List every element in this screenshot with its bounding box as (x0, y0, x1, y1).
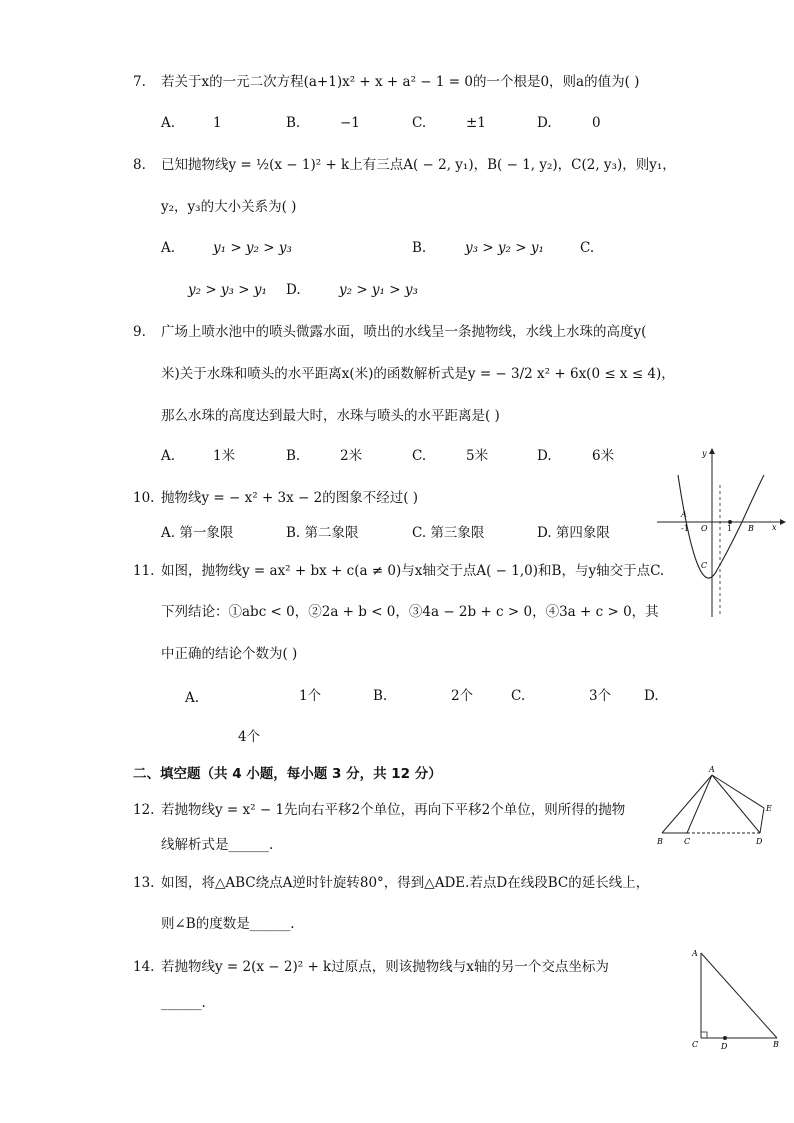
q14-stem-line1: 若抛物线y = 2(x − 2)² + k过原点，则该抛物线与x轴的另一个交点坐标为 (161, 959, 609, 975)
q11-option-b-label: B. (373, 688, 388, 704)
q8-option-b: y₃ > y₂ > y₁ (465, 240, 544, 256)
q7-option-c: ±1 (466, 115, 486, 131)
q14-number: 14. (133, 959, 155, 975)
fig-label-y: y (702, 449, 707, 458)
q7-option-c-label: C. (412, 115, 427, 131)
fig-label-c: C (684, 837, 691, 846)
section-heading-fill-in: 二、填空题（共 4 小题，每小题 3 分，共 12 分） (133, 766, 442, 782)
q11-stem-line1: 如图，抛物线y = ax² + bx + c(a ≠ 0)与x轴交于点A( − 1,0)和B，与y轴交于点C. (161, 563, 665, 579)
y-axis-arrow-icon (709, 448, 715, 454)
fig-label-c: C (701, 561, 708, 570)
q8-option-a: y₁ > y₂ > y₃ (213, 240, 292, 256)
q8-number: 8. (133, 157, 146, 173)
q9-option-b: 2米 (340, 448, 363, 464)
q12-number: 12. (133, 802, 155, 818)
point-d-dot (723, 1036, 727, 1040)
q8-option-c-label: C. (580, 240, 595, 256)
q9-stem-line2: 米)关于水珠和喷头的水平距离x(米)的函数解析式是y = − 3/2 x² + 6x(0 ≤ x ≤ 4)， (161, 366, 675, 382)
fig-label-one: 1 (727, 524, 733, 533)
q7-stem: 若关于x的一元二次方程(a+1)x² + x + a² − 1 = 0的一个根是0，则a的值为( ) (161, 74, 640, 90)
figure-rotated-triangle (652, 763, 782, 848)
q10-number: 10. (133, 490, 155, 506)
fig-label-neg1: -1 (681, 524, 689, 533)
q11-stem-line2: 下列结论：①abc < 0，②2a + b < 0，③4a − 2b + c > 0，④3a + c > 0，其 (161, 604, 659, 620)
q8-option-d: y₂ > y₁ > y₃ (339, 282, 418, 298)
q10-option-b: B. 第二象限 (286, 525, 359, 541)
q8-option-c: y₂ > y₃ > y₁ (188, 282, 267, 298)
q9-stem-line1: 广场上喷水池中的喷头微露水面，喷出的水线呈一条抛物线，水线上水珠的高度y( (161, 324, 647, 340)
segment-ac (687, 775, 712, 833)
fig-label-d: D (721, 1042, 728, 1051)
q9-stem-line3: 那么水珠的高度达到最大时，水珠与喷头的水平距离是( ) (161, 408, 500, 424)
q13-stem-line1: 如图，将△ABC绕点A逆时针旋转80°，得到△ADE.若点D在线段BC的延长线上， (161, 875, 650, 891)
q7-option-d-label: D. (537, 115, 552, 131)
q10-option-c: C. 第三象限 (412, 525, 485, 541)
q9-option-c: 5米 (466, 448, 489, 464)
q8-option-a-label: A. (161, 240, 176, 256)
q11-option-c: 3个 (589, 688, 612, 704)
q9-option-d: 6米 (592, 448, 615, 464)
q11-stem-line3: 中正确的结论个数为( ) (161, 646, 298, 662)
q11-option-c-label: C. (511, 688, 526, 704)
q7-option-a-label: A. (161, 115, 176, 131)
q11-option-a-label: A. (185, 690, 200, 706)
q8-stem-line1: 已知抛物线y = ½(x − 1)² + k上有三点A( − 2, y₁)，B( − 1, y₂)，C(2, y₃)，则y₁， (161, 157, 676, 173)
fig-label-x: x (772, 523, 777, 532)
fig-label-a: A (681, 510, 687, 519)
x-axis-arrow-icon (780, 519, 786, 525)
right-angle-mark (701, 1032, 707, 1038)
q9-option-a: 1米 (213, 448, 236, 464)
q7-option-b-label: B. (286, 115, 301, 131)
q9-option-d-label: D. (537, 448, 552, 464)
q9-number: 9. (133, 324, 146, 340)
q11-number: 11. (133, 563, 155, 579)
q9-option-c-label: C. (412, 448, 427, 464)
q11-option-d-label: D. (644, 688, 659, 704)
figure-parabola (652, 445, 787, 620)
figure-right-triangle (685, 943, 785, 1053)
fig-label-c: C (692, 1040, 699, 1049)
q13-number: 13. (133, 875, 155, 891)
q10-stem: 抛物线y = − x² + 3x − 2的图象不经过( ) (161, 490, 419, 506)
segment-de (760, 808, 764, 833)
q7-number: 7. (133, 74, 146, 90)
q7-option-d: 0 (592, 115, 601, 131)
q12-stem-line2: 线解析式是______. (161, 837, 274, 853)
q10-option-d: D. 第四象限 (537, 525, 610, 541)
q7-option-a: 1 (213, 115, 222, 131)
fig-label-b: B (748, 524, 754, 533)
q9-option-a-label: A. (161, 448, 176, 464)
q8-option-d-label: D. (286, 282, 301, 298)
fig-label-b: B (657, 837, 663, 846)
q7-option-b: −1 (340, 115, 360, 131)
segment-ab (662, 775, 712, 833)
q11-option-b: 2个 (451, 688, 474, 704)
q8-option-b-label: B. (412, 240, 427, 256)
q9-option-b-label: B. (286, 448, 301, 464)
q13-stem-line2: 则∠B的度数是______. (161, 916, 295, 932)
q11-option-a: 1个 (299, 688, 322, 704)
fig-label-d: D (756, 837, 763, 846)
fig-label-b: B (773, 1040, 779, 1049)
fig-label-a: A (692, 949, 698, 958)
fig-label-e: E (766, 804, 772, 813)
q10-option-a: A. 第一象限 (161, 525, 234, 541)
fig-label-o: O (701, 524, 708, 533)
q11-option-d: 4个 (238, 729, 261, 745)
q14-stem-line2: ______. (161, 995, 206, 1011)
segment-ad (712, 775, 760, 833)
segment-ae (712, 775, 764, 808)
fig-label-a: A (709, 765, 715, 774)
segment-ab (701, 953, 777, 1038)
q12-stem-line1: 若抛物线y = x² − 1先向右平移2个单位，再向下平移2个单位，则所得的抛物 (161, 802, 626, 818)
q8-stem-line2: y₂，y₃的大小关系为( ) (161, 199, 297, 215)
